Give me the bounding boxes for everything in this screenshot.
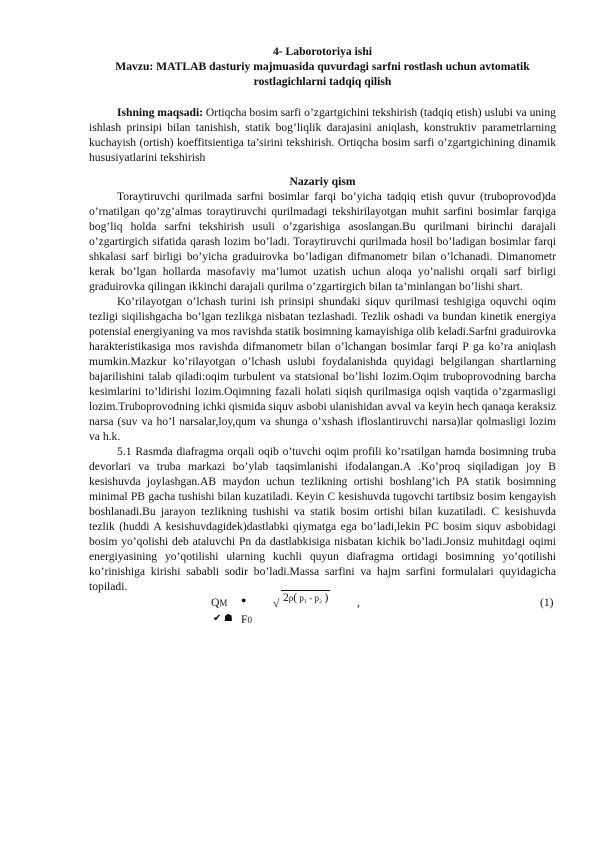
mass-flow-formula [89, 591, 556, 628]
formula-bullet: ● [241, 595, 247, 605]
formula-lhs: QM [211, 596, 228, 609]
sqrt-icon: √ [273, 597, 280, 610]
formula-comma: , [357, 596, 360, 609]
goal-label: Ishning maqsadi: [117, 106, 204, 119]
goal-paragraph [89, 105, 556, 165]
lab-title: 4- Laborotoriya ishi [273, 45, 372, 58]
formula-f0: F0 [241, 613, 252, 626]
equation-number: (1) [540, 596, 554, 609]
theory-heading: Nazariy qism [289, 175, 356, 188]
topic-heading: Mavzu: MATLAB dasturiy majmuasida quvurdagi sarfni rostlash uchun avtomatik rostlagichlarni tadqiq qilish [115, 60, 530, 88]
formula-radicand: 2ρ( p₁ - p₂ ) [283, 591, 329, 604]
document-page [89, 44, 556, 628]
formula-symbols: ✔ ☗ [213, 613, 233, 624]
theory-paragraph-1: Toraytiruvchi qurilmada sarfni bosimlar farqi bo’yicha tadqiq etish quvur (truboprovod)da o’rnatilgan qo’zg’almas toraytiruvchi qurilmadagi tekshirilayotgan muhit sarfini bosimlar farqiga bog’liq holda sarfni tekshirish usuli o’zgarishiga asoslangan.Bu qurilmani birinchi darajali o’zgartirgich sifatida qarash lozim bo’ladi. Toraytiruvchi qurilmada hosil bo’ladigan bosimlar farqi shkalasi sarf birligi bo’yicha graduirovka bo’ladigan difmanometr bilan o’lchanadi. Dimanometr kerak bo’lgan hollarda masofaviy ma’lumot uzatish uchun aloqa yo’nalishi orqali sarf birligi graduirovka qilingan ikkinchi darajali qurilma o’zgartirgich bilan ta’minlangan bo’lishi shart. [89, 190, 556, 293]
theory-paragraph-3: 5.1 Rasmda diafragma orqali oqib o’tuvchi oqim profili ko’rsatilgan hamda bosimning truba devorlari va truba markazi bo’ylab taqsimlanishi ifodalangan.A .Ko’proq siqiladigan joy B kesishuvda joylashgan.AB maydon uchun tezlikning ortishi boshlang’ich PA statik bosimning minimal PB gacha tushishi bilan kuzatiladi. Keyin C kesishuvda tugovchi tartibsiz bosim kengayish boshlanadi.Bu jarayon tezlikning tushishi va statik bosim ortishi bilan kuzatiladi. C kesishuvda tezlik (huddi A kesishuvdagidek)dastlabki qiymatga ega bo’ladi,lekin PC bosim siquv asbobidagi bosim yo’qolishi deb ataluvchi Pn da dastlabkisiga nisbatan kichik bo’ladi.Jonsiz muhitdagi oqimi energiyasining yo’qotilishi ularning kuchli quyun diafragma ortidagi bosimning yo’qotilishi ko’rinishiga kirishi sababli sodir bo’ladi.Massa sarfini va hajm sarfini formulalari quyidagicha topiladi. [89, 445, 556, 593]
theory-paragraph-2: Ko’rilayotgan o’lchash turini ish prinsipi shundaki siquv qurilmasi teshigiga oquvchi oqim tezligi siqilishgacha bo’lgan tezlikga nisbatan tezlashadi. Tezlik oshadi va bundan kinetik energiya potensial energiyaning va mos ravishda statik bosimning kamayishiga olib keladi.Sarfni graduirovka harakteristikasiga mos ravishda difmanometr bilan o’lchangan bosimlar farqi P ga ko’ra aniqlash mumkin.Mazkur ko’rilayotgan o’lchash uslubi foydalanishda quyidagi belgilangan shartlarning bajarilishini talab qiladi:oqim turbulent va statsional bo’lishi lozim.Oqim truboprovodning barcha kesimlarini to’ldirishi lozim.Oqimning fazali holati siqish qurilmasiga oqish vaqtida o’zgarmasligi lozim.Truboprovodning ichki qismida siquv asbobi ulanishidan avval va keyin hech qanaqa keraksiz narsa (suv va ho’l narsalar,loy,qum va shunga o’xshash ifloslantiruvchi narsa)lar qolmasligi lozim va h.k. [89, 295, 556, 443]
goal-text: Ortiqcha bosim sarfi o’zgartgichini tekshirish (tadqiq etish) uslubi va uning ishlash prinsipi bilan tanishish, statik bog’liqlik darajasini aniqlash, konstruktiv parametrlarning kuchayish (ortish) koeffitsientiga ta’sirini tekshirish. Ortiqcha bosim sarfi o’zgartgichining dinamik hususiyatlarini tekshirish [89, 106, 556, 164]
